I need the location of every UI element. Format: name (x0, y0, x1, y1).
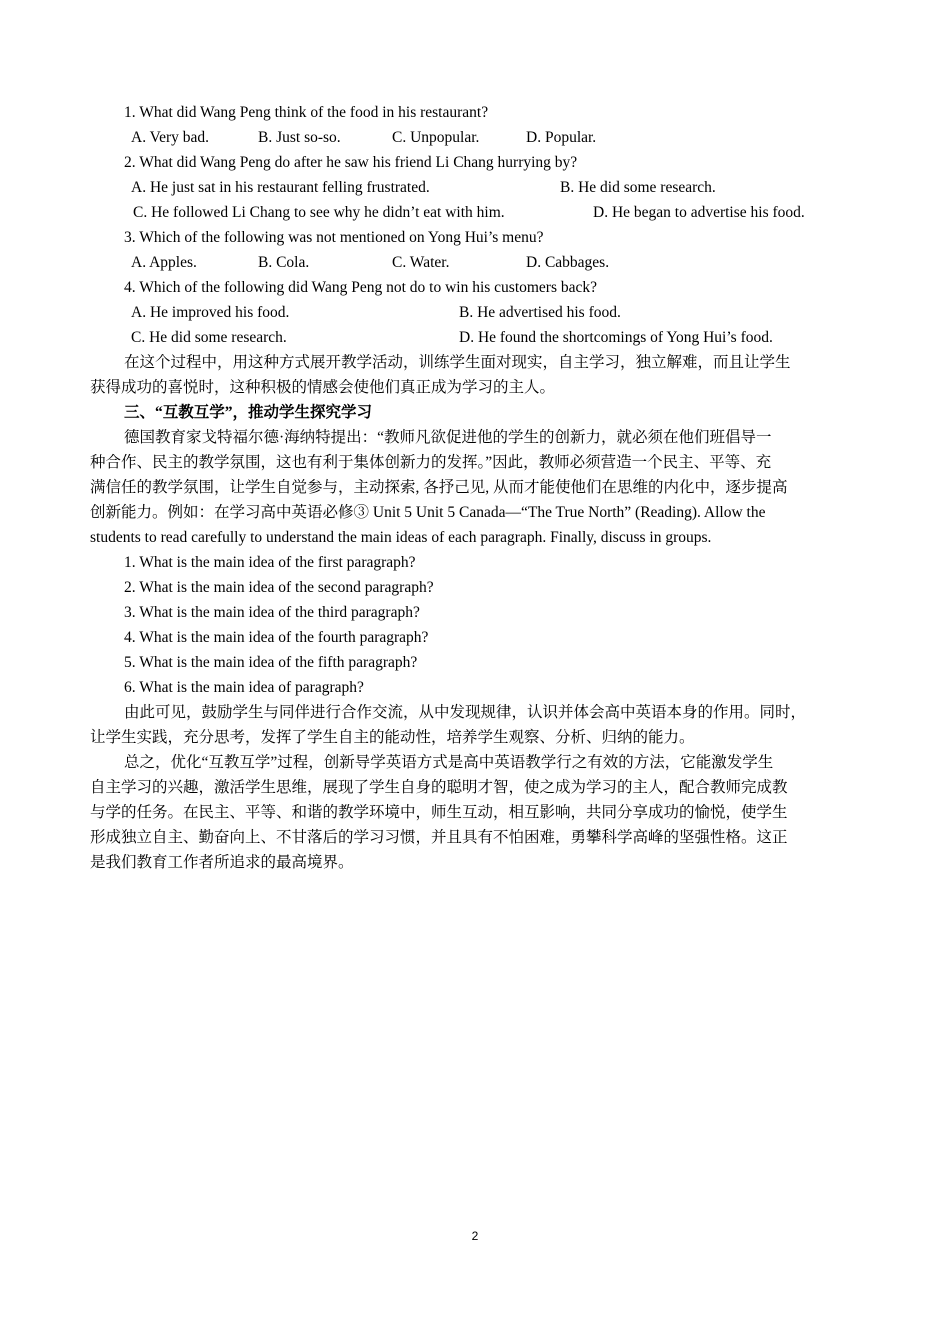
question-2-option-b: B. He did some research. (560, 179, 716, 196)
main-idea-question-1: 1. What is the main idea of the first paragraph? (124, 554, 416, 571)
question-2-options-row2 (0, 200, 950, 225)
question-2: 2. What did Wang Peng do after he saw his friend Li Chang hurrying by? (124, 154, 578, 171)
question-1-option-c: C. Unpopular. (392, 129, 480, 146)
main-idea-question-2: 2. What is the main idea of the second paragraph? (124, 579, 434, 596)
paragraph-2-line-3: 满信任的教学氛围，让学生自觉参与，主动探索, 各抒己见, 从而才能使他们在思维的内化中，逐步提高 (90, 479, 788, 496)
page-number: 2 (471, 1229, 479, 1243)
question-2-option-c: C. He followed Li Chang to see why he didn’t eat with him. (133, 204, 505, 221)
main-idea-question-5: 5. What is the main idea of the fifth paragraph? (124, 654, 418, 671)
paragraph-3-line-1: 由此可见，鼓励学生与同伴进行合作交流，从中发现规律，认识并体会高中英语本身的作用。同时， (124, 704, 807, 721)
question-4-option-c: C. He did some research. (131, 329, 287, 346)
question-1-option-b: B. Just so-so. (258, 129, 341, 146)
paragraph-4-line-5: 是我们教育工作者所追求的最高境界。 (90, 854, 354, 871)
question-1-options (0, 125, 950, 150)
question-4-option-b: B. He advertised his food. (459, 304, 621, 321)
paragraph-4-line-4: 形成独立自主、勤奋向上、不甘落后的学习习惯，并且具有不怕困难，勇攀科学高峰的坚强性格。这正 (90, 829, 788, 846)
paragraph-2-line-2: 种合作、民主的教学氛围，这也有利于集体创新力的发挥。”因此，教师必须营造一个民主、平等、充 (90, 454, 772, 471)
main-idea-question-6: 6. What is the main idea of paragraph? (124, 679, 364, 696)
question-3-option-b: B. Cola. (258, 254, 310, 271)
paragraph-4-line-2: 自主学习的兴趣，激活学生思维，展现了学生自身的聪明才智，使之成为学习的主人，配合教师完成教 (90, 779, 788, 796)
paragraph-2-line-1: 德国教育家戈特福尔德·海纳特提出：“教师凡欲促进他的学生的创新力，就必须在他们班倡导一 (124, 429, 772, 446)
question-2-option-a: A. He just sat in his restaurant felling frustrated. (131, 179, 430, 196)
question-3-option-a: A. Apples. (131, 254, 197, 271)
paragraph-2-line-5: students to read carefully to understand the main ideas of each paragraph. Finally, discuss in groups. (90, 529, 712, 546)
question-3: 3. Which of the following was not mentioned on Yong Hui’s menu? (124, 229, 544, 246)
question-4-option-a: A. He improved his food. (131, 304, 290, 321)
paragraph-4-line-1: 总之，优化“互教互学”过程，创新导学英语方式是高中英语教学行之有效的方法，它能激发学生 (124, 754, 774, 771)
section-heading-3: 三、“互教互学”，推动学生探究学习 (124, 404, 373, 421)
question-3-option-c: C. Water. (392, 254, 450, 271)
main-idea-question-4: 4. What is the main idea of the fourth paragraph? (124, 629, 429, 646)
question-4-options-row2 (0, 325, 950, 350)
main-idea-question-3: 3. What is the main idea of the third paragraph? (124, 604, 420, 621)
question-2-options-row1 (0, 175, 950, 200)
question-4-options-row1 (0, 300, 950, 325)
question-2-option-d: D. He began to advertise his food. (593, 204, 805, 221)
question-4: 4. Which of the following did Wang Peng not do to win his customers back? (124, 279, 598, 296)
question-3-options (0, 250, 950, 275)
paragraph-1-line-2: 获得成功的喜悦时，这种积极的情感会使他们真正成为学习的主人。 (90, 379, 556, 396)
paragraph-3-line-2: 让学生实践，充分思考，发挥了学生自主的能动性，培养学生观察、分析、归纳的能力。 (90, 729, 695, 746)
question-4-option-d: D. He found the shortcomings of Yong Hui’s food. (459, 329, 773, 346)
paragraph-2-line-4: 创新能力。例如：在学习高中英语必修③ Unit 5 Unit 5 Canada—“The True North” (Reading). Allow the (90, 504, 766, 521)
paragraph-4-line-3: 与学的任务。在民主、平等、和谐的教学环境中，师生互动，相互影响，共同分享成功的愉悦，使学生 (90, 804, 788, 821)
question-1-option-a: A. Very bad. (131, 129, 210, 146)
paragraph-1-line-1: 在这个过程中，用这种方式展开教学活动，训练学生面对现实，自主学习，独立解难，而且让学生 (124, 354, 791, 371)
question-1: 1. What did Wang Peng think of the food in his restaurant? (124, 104, 489, 121)
question-3-option-d: D. Cabbages. (526, 254, 610, 271)
question-1-option-d: D. Popular. (526, 129, 597, 146)
